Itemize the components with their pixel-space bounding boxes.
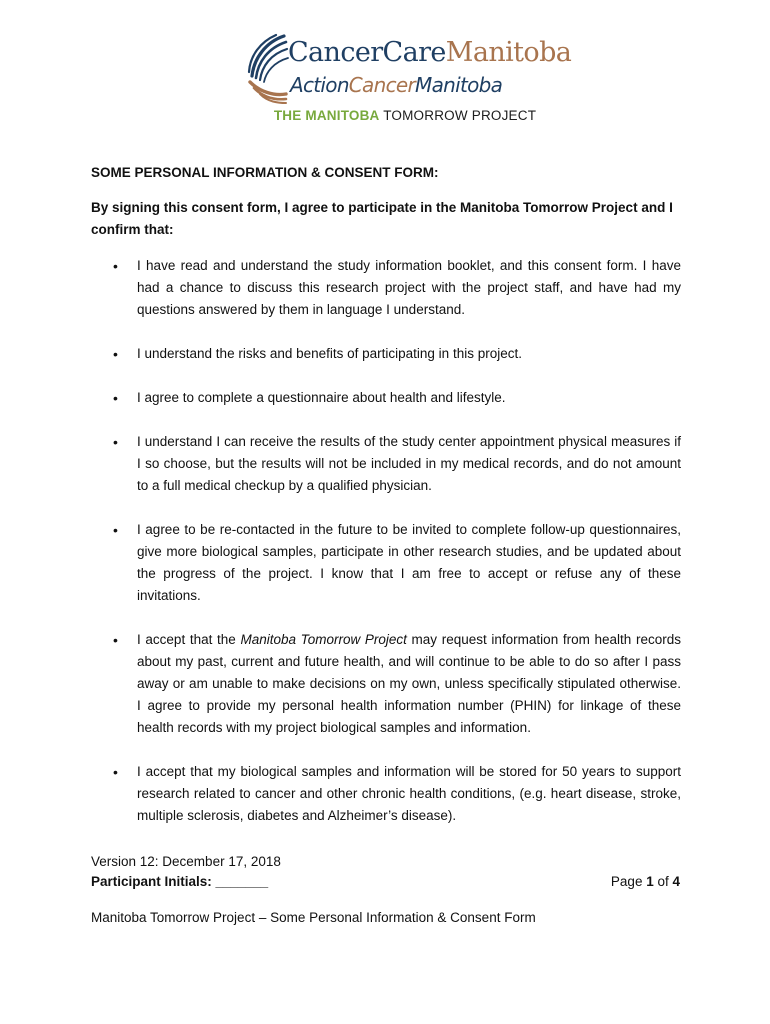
consent-intro: By signing this consent form, I agree to participate in the Manitoba Tomorrow Project and I confirm that: [91, 200, 673, 237]
bullet-icon: • [113, 434, 118, 450]
consent-item-text: I have read and understand the study information booklet, and this consent form. I have had a chance to discuss this research project with the project staff, and have had my questions answered by them in language I understand. [137, 258, 681, 317]
bullet-icon: • [113, 632, 118, 648]
consent-item-text: I agree to complete a questionnaire about health and lifestyle. [137, 390, 506, 405]
logo-wordmark-secondary: ActionCancerManitoba [290, 73, 503, 97]
consent-item-text: I understand I can receive the results of the study center appointment physical measures if I so choose, but the results will not be included in my medical records, and do not amount to a full medical checkup by a qualified physician. [137, 434, 681, 493]
project-title [20, 108, 770, 123]
consent-item-text: I accept that my biological samples and information will be stored for 50 years to support research related to cancer and other chronic health conditions, (e.g. heart disease, stroke, multiple sclerosis, diabetes and Alzheimer’s disease). [137, 764, 681, 823]
project-title-highlight: THE MANITOBA [273, 108, 380, 123]
bullet-icon: • [113, 258, 118, 274]
consent-item-text: I accept that the Manitoba Tomorrow Project may request information from health records about my past, current and future health, and will continue to be able to do so after I pass away or am unable to make decisions on my own, unless specifically stipulated otherwise. I agree to provide my personal health information number (PHIN) for linkage of these health records with my project biological samples and information. [137, 632, 681, 735]
logo-swirl-icon [246, 32, 290, 104]
bullet-icon: • [113, 764, 118, 780]
cancercare-manitoba-logo [246, 32, 572, 104]
logo-wordmark-primary: CancerCareManitoba [288, 37, 572, 68]
project-title-rest: TOMORROW PROJECT [379, 108, 537, 123]
bullet-icon: • [113, 390, 118, 406]
bullet-icon: • [113, 522, 118, 538]
document-footer-title: Manitoba Tomorrow Project – Some Personal Information & Consent Form [91, 910, 536, 925]
page-number: Page 1 of 4 [610, 874, 680, 889]
participant-initials-field: Participant Initials: _______ [91, 874, 269, 889]
consent-item-text: I agree to be re-contacted in the future to be invited to complete follow-up questionnaires, give more biological samples, participate in other research studies, and be updated about the progress of the project. I know that I am free to accept or refuse any of these invitations. [137, 522, 681, 603]
project-name-emphasis: Manitoba Tomorrow Project [240, 632, 407, 647]
version-label: Version 12: December 17, 2018 [91, 854, 281, 869]
form-title: SOME PERSONAL INFORMATION & CONSENT FORM: [91, 165, 439, 180]
consent-item-text: I understand the risks and benefits of participating in this project. [137, 346, 522, 361]
bullet-icon: • [113, 346, 118, 362]
